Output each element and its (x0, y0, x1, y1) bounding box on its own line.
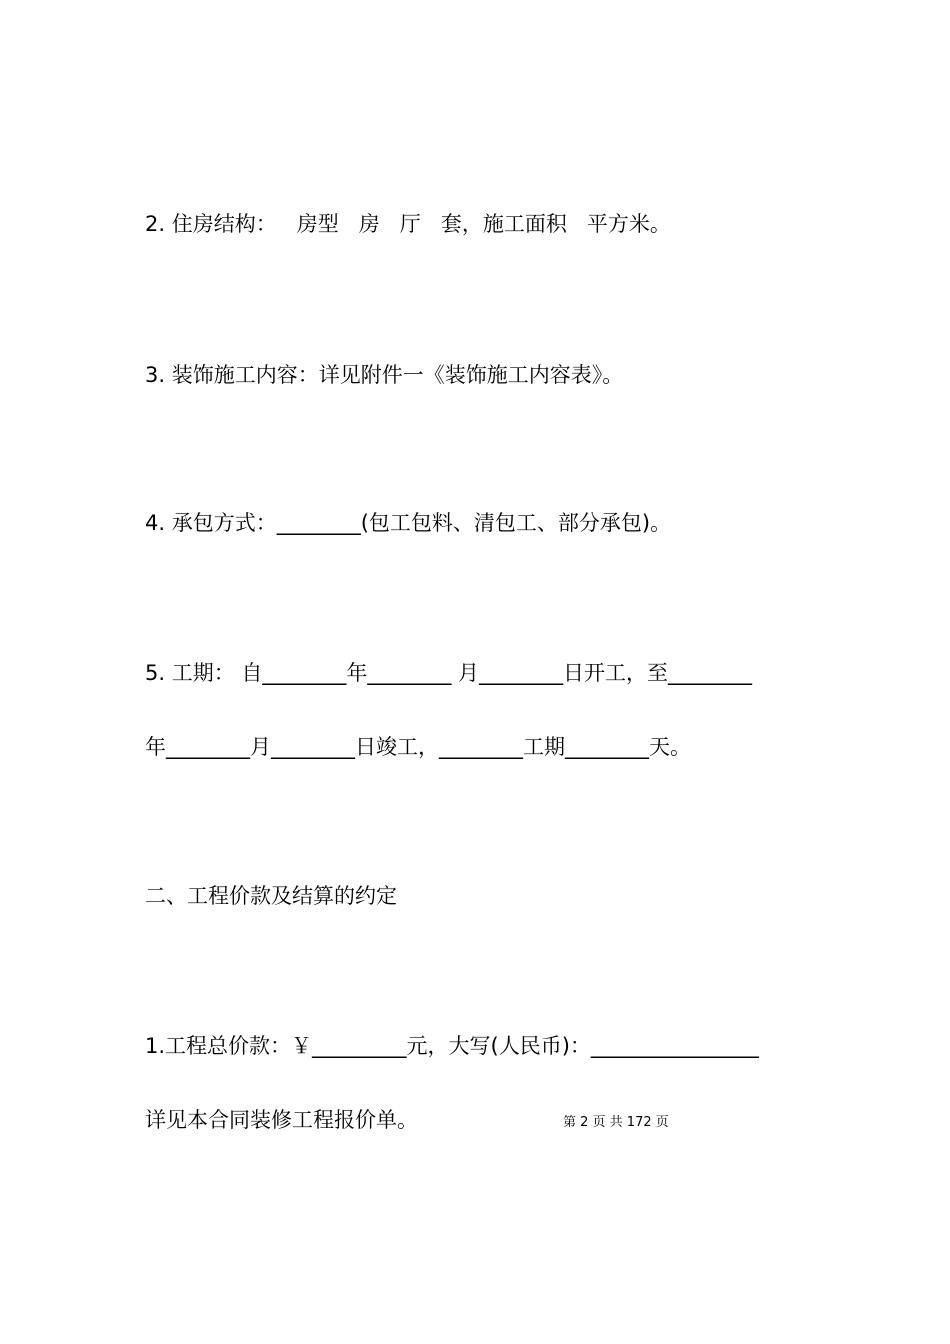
construction-period-line: 5. 工期： 自________年________ 月________日开工，至________ (145, 661, 753, 685)
housing-structure-line: 2. 住房结构： 房型 房 厅 套，施工面积 平方米。 (145, 212, 671, 236)
page-number-footer: 第 2 页 共 172 页 (563, 1115, 669, 1130)
quotation-reference-line: 详见本合同装修工程报价单。 (145, 1108, 418, 1132)
construction-period-line-continued: 年________月________日竣工，________工期________天。 (145, 735, 691, 759)
decoration-content-line: 3. 装饰施工内容：详见附件一《装饰施工内容表》。 (145, 363, 624, 387)
contract-method-line: 4. 承包方式：________(包工包料、清包工、部分承包)。 (145, 511, 672, 535)
section-heading-price-settlement: 二、工程价款及结算的约定 (145, 884, 397, 908)
total-price-line: 1.工程总价款：￥_________元，大写(人民币)：________________ (145, 1034, 759, 1058)
